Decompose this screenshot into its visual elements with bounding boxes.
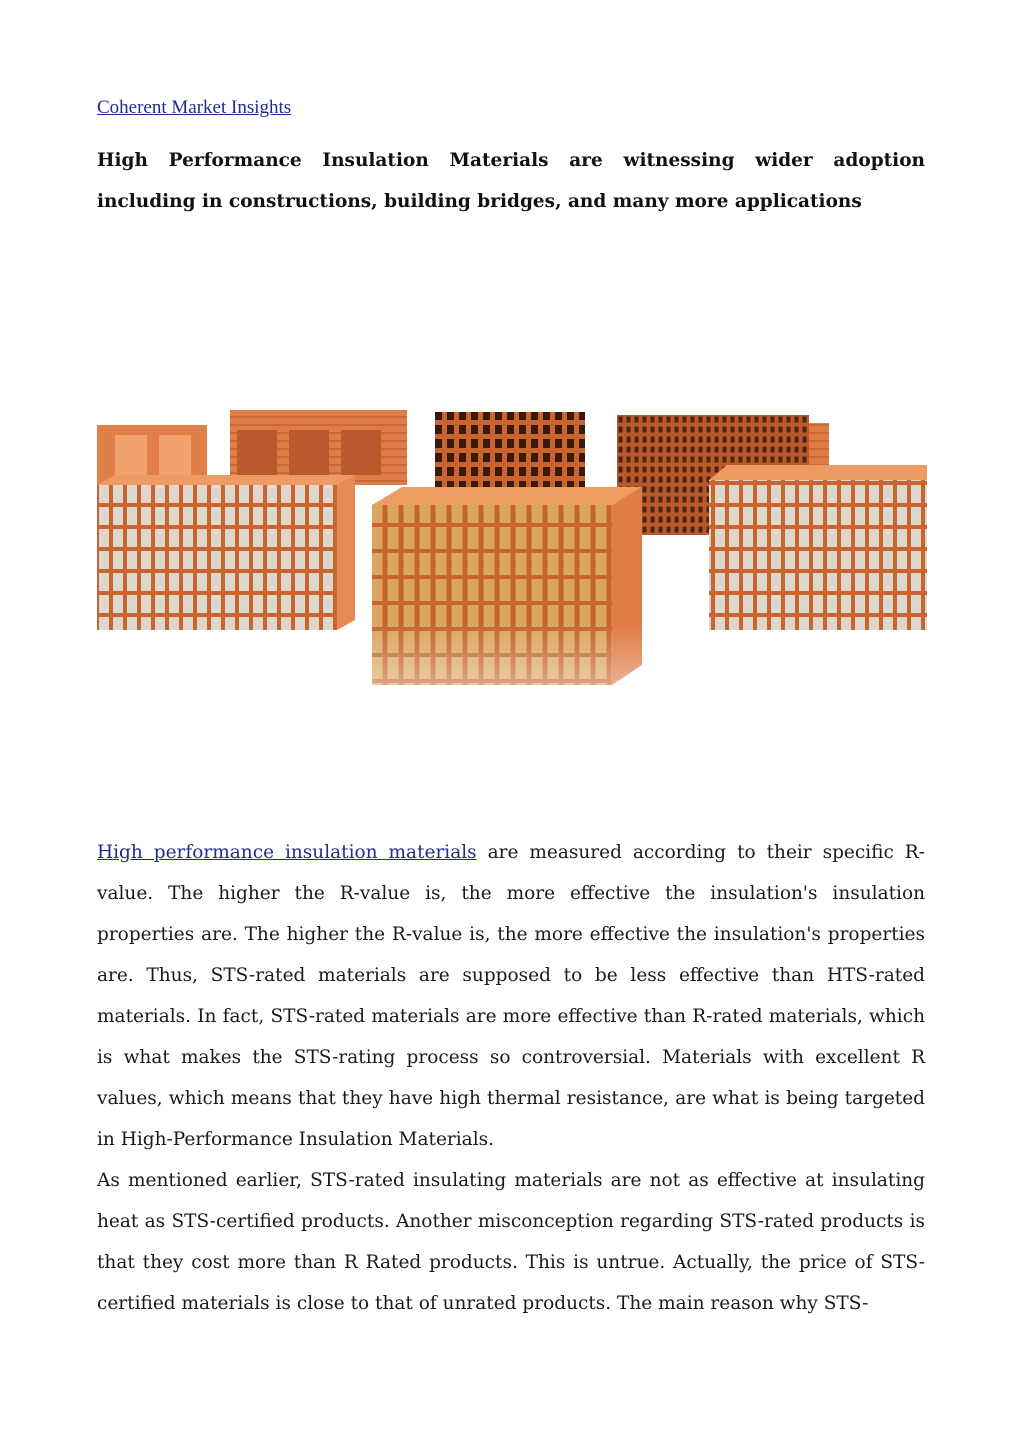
bricks-illustration: [97, 395, 927, 770]
brick-front-left-grey: [97, 475, 355, 630]
brick-back-dark-holes: [435, 412, 585, 497]
brick-back-large-cavity: [230, 410, 407, 485]
brick-front-right-grey: [709, 465, 927, 630]
article-paragraph-1: [97, 832, 925, 1160]
bricks-image: [97, 395, 927, 770]
paragraph-1-text: are measured according to their specific R-value. The higher the R-value is, the more effective the insulation's insulation properties are. The higher the R-value is, the more effective the insulation's properties are. Thus, STS-rated materials are supposed to be less effective than HTS-rated materials. In fact, STS-rated materials are more effective than R-rated materials, which is what makes the STS-rating process so controversial. Materials with excellent R values, which means that they have high thermal resistance, are what is being targeted in High-Performance Insulation Materials.: [97, 842, 925, 1150]
article-paragraph-2: As mentioned earlier, STS-rated insulating materials are not as effective at insulating heat as STS-certified products. Another misconception regarding STS-rated products is that they cost more than R Rated products. This is untrue. Actually, the price of STS-certified materials is close to that of unrated products. The main reason why STS-: [97, 1170, 925, 1314]
insulation-materials-link[interactable]: High performance insulation materials: [97, 842, 477, 863]
article-body: [97, 832, 925, 1324]
headline: High Performance Insulation Materials are witnessing wider adoption including in constructions, building bridges, and many more applications: [97, 150, 925, 212]
source-link[interactable]: Coherent Market Insights: [97, 97, 292, 118]
